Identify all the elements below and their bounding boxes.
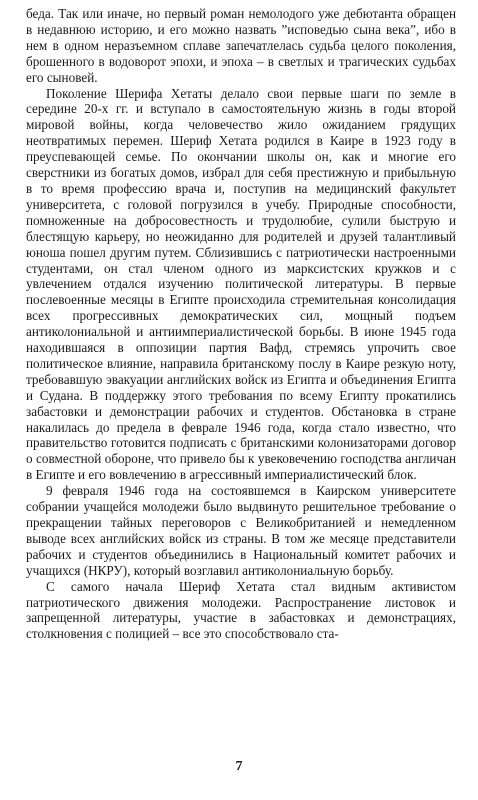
page-number: 7 bbox=[235, 759, 243, 774]
paragraph-1: беда. Так или иначе, но первый роман немолодого уже дебютанта обращен в недавнюю историю, и его можно назвать ”исповедью сына века”, ибо в нем в одном неразъемном сплаве запечатлелась судьба целого поколения, брошенного в водоворот эпохи, и эпоха – в светлых и трагических судьбах его сыновей. bbox=[26, 6, 456, 85]
paragraph-3: 9 февраля 1946 года на состоявшемся в Каирском университете собрании учащейся молодежи было выдвинуто решительное требование о прекращении тайных переговоров с Великобританией и немедленном выводе всех английских войск из страны. В том же месяце представители рабочих и студентов объединились в Национальный комитет рабочих и учащихся (НКРУ), который возглавил антиколониальную борьбу. bbox=[26, 483, 456, 578]
paragraph-2: Поколение Шерифа Хетаты делало свои первые шаги по земле в середине 20-х гг. и вступало в самостоятельную жизнь в годы второй мировой войны, когда человечество жило ожиданием грядущих неотвратимых перемен. Шериф Хетата родился в Каире в 1923 году в преуспевающей семье. По окончании школы он, как и многие его сверстники из богатых домов, избрал для себя престижную и прибыльную в то время профессию врача и, поступив на медицинский факультет университета, с головой погрузился в учебу. Природные способности, помноженные на добросовестность и трудолюбие, сулили быструю и блестящую карьеру, но неожиданно для родителей и друзей талантливый юноша пошел другим путем. Сблизившись с патриотически настроенными студентами, он стал членом одного из марксистских кружков и с увлечением отдался изучению политической литературы. В первые послевоенные месяцы в Египте происходила стремительная консолидация всех прогрессивных демократических сил, мощный подъем антиколониальной и антиимпериалистической борьбы. В июне 1945 года находившаяся в оппозиции партия Вафд, стремясь упрочить свое политическое влияние, направила британскому послу в Каире резкую ноту, требовавшую эвакуации английских войск из Египта и объединения Египта и Судана. В поддержку этого требования по всему Египту прокатились забастовки и демонстрации рабочих и студентов. Обстановка в стране накалилась до предела в феврале 1946 года, когда стало известно, что правительство готовится подписать с британскими колонизаторами договор о совместной обороне, что привело бы к увековечению господства англичан в Египте и его вовлечению в агрессивный империалистический блок. bbox=[26, 85, 456, 483]
book-page-text bbox=[26, 6, 456, 642]
paragraph-4: С самого начала Шериф Хетата стал видным активистом патриотического движения молодежи. Распространение листовок и запрещенной литературы, участие в забастовках и демонстрациях, столкновения с полицией – все это способствовало ста- bbox=[26, 578, 456, 642]
